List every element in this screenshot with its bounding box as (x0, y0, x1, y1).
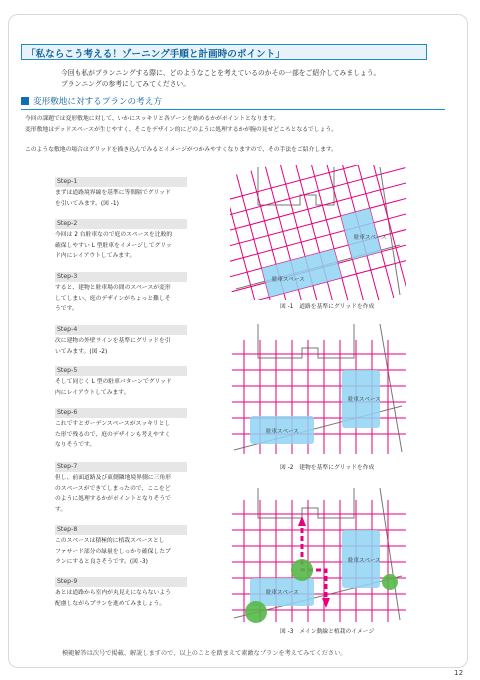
figure-3-caption: 図 -3 メイン動線と植栽のイメージ (280, 629, 375, 635)
step-5 (55, 366, 185, 398)
step-label: Step-9 (55, 577, 187, 587)
step-label: Step-5 (55, 366, 187, 376)
step-6 (55, 408, 185, 451)
step-text: ファサード部分の緑量をしっかり確保したプ (55, 548, 171, 555)
figure-1-caption: 図 -1 道路を基準にグリッドを作成 (280, 304, 375, 310)
step-label: Step-1 (55, 177, 187, 187)
step-4 (55, 325, 185, 357)
step-label: Step-4 (55, 325, 187, 335)
parking-label: 駐車スペース (266, 429, 299, 435)
step-label: Step-8 (55, 525, 187, 535)
step-text: そして同じく L 型の駐車パターンでグリッド (55, 379, 172, 385)
step-text: これですとガーデンスペースがスッキリとし (55, 421, 171, 427)
paragraph-line: 今回の課題では変形敷地に対して、いかにスッキリと各ゾーンを納めるかがポイントとなります。 (25, 116, 280, 122)
figure-3-diagram (230, 486, 406, 624)
step-text: 但し、前面道路及び東側隣地境界側に三角形 (55, 475, 171, 481)
step-text: た形で残るので、庭のデザインも考えやすく (55, 431, 171, 438)
figure-2-caption: 図 -2 建物を基準にグリッドを作成 (280, 465, 375, 471)
figure-1-diagram (230, 165, 406, 300)
step-text: まずは道路境界線を基準に等間隔でグリッド (55, 190, 171, 196)
step-text: す。 (55, 506, 67, 513)
section-heading (21, 95, 445, 110)
step-label: Step-2 (55, 219, 187, 229)
step-8 (55, 525, 185, 568)
tree-circle (291, 559, 313, 581)
parking-label: 駐車スペース (266, 590, 299, 596)
parking-label: 駐車スペース (354, 235, 387, 241)
step-text: を引いてみます。(図 -1) (55, 200, 119, 207)
step-text: のように処理するかがポイントとなりそうで (55, 496, 171, 502)
parking-label: 駐車スペース (272, 277, 305, 283)
step-9 (55, 577, 185, 609)
step-label: Step-6 (55, 408, 187, 418)
intro-line: 今回も私がプランニングする際に、どのようなことを考えているのかその一部をご紹介してみましょう。 (61, 69, 381, 77)
parking-area (341, 208, 382, 259)
step-text: 内にレイアウトしてみます。 (55, 389, 130, 396)
step-1 (55, 177, 185, 209)
section-title: 変形敷地に対するプランの考え方 (33, 97, 162, 107)
step-2 (55, 219, 185, 262)
step-7 (55, 462, 185, 515)
step-label: Step-7 (55, 462, 187, 472)
section-marker-icon (21, 97, 29, 105)
arrow-down-icon (322, 598, 330, 608)
parking-label: 駐車スペース (348, 558, 381, 564)
paragraph-line: 変形敷地はデッドスペースが生じやすく、そこをデザイン的にどのように処理するかが腕の見せどころとなるでしょう。 (25, 127, 337, 133)
step-text: すると、建物と駐車場の間のスペースが変形 (55, 285, 171, 291)
step-text: いてみます。(図 -2) (55, 348, 108, 355)
step-label: Step-3 (55, 272, 187, 282)
step-text: あとは道路から室内が丸見えにならないよう (55, 590, 171, 596)
step-3 (55, 272, 185, 315)
step-text: ド内にレイアウトしてみます。 (55, 253, 136, 259)
step-text: のスペースができてしまったので、ここをど (55, 485, 171, 492)
footer-note: 模範解答は次号で掲載、解説しますので、以上のことを踏まえて素敵なプランを考えてみてください。 (62, 650, 347, 657)
parking-label: 駐車スペース (348, 397, 381, 403)
step-text: 配慮しながらプランを進めてみましょう。 (55, 600, 166, 607)
article-title-box (21, 44, 427, 60)
step-text: このスペースは積極的に植栽スペースとし (55, 538, 165, 544)
step-text: ランにすると良さそうです。(図 -3) (55, 559, 148, 565)
tree-circle (382, 574, 398, 590)
article-title: 「私ならこう考える！ゾーニング手順と計画時のポイント」 (26, 49, 285, 60)
figure-2-diagram (230, 322, 406, 457)
page-number: 12 (454, 668, 464, 677)
intro-line: プランニングの参考にしてみてください。 (61, 80, 191, 88)
step-text: 確保しやすい L 型駐車をイメージしてグリッ (55, 242, 172, 249)
step-text: 今回は 2 台駐車なので庭のスペースを比較的 (55, 232, 173, 238)
step-text: してしまい、庭のデザインがちょっと難しそ (55, 295, 171, 302)
intro-text (61, 68, 380, 90)
step-text: なりそうです。 (55, 442, 96, 448)
tree-circle (245, 601, 267, 623)
step-text: 次に建物の外壁ラインを基準にグリッドを引 (55, 338, 171, 344)
paragraph-1 (25, 114, 435, 136)
paragraph-2: このような敷地の場合はグリッドを描き込んでみるとイメージがつかみやすくなりますので、その手法をご紹介します。 (25, 147, 338, 153)
step-text: うです。 (55, 306, 78, 312)
